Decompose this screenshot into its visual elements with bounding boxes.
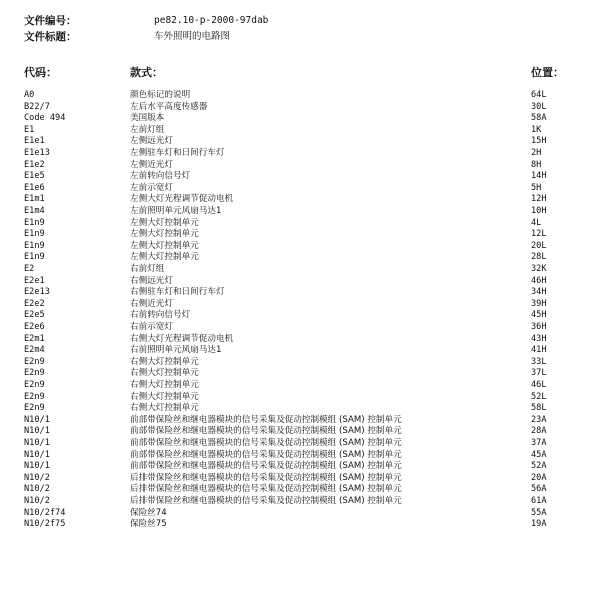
- table-row: [0, 113, 600, 125]
- row-position: 58A: [531, 113, 547, 124]
- table-row: [0, 415, 600, 427]
- row-position: 1K: [531, 124, 542, 135]
- row-position: 64L: [531, 90, 547, 100]
- table-row: [0, 310, 600, 322]
- row-code: E2n9: [24, 391, 45, 402]
- row-position: 12H: [531, 194, 547, 205]
- table-row: [0, 334, 600, 346]
- row-description: 左侧大灯控制单元: [130, 229, 199, 240]
- row-code: N10/1: [24, 449, 50, 460]
- row-code: E1m1: [24, 194, 45, 205]
- row-position: 37A: [531, 438, 547, 448]
- row-description: 左前示宽灯: [130, 182, 173, 193]
- table-row: [0, 160, 600, 172]
- row-position: 20L: [531, 240, 547, 251]
- row-code: E1n9: [24, 217, 45, 228]
- doc-title-label: 文件标题：: [24, 31, 77, 43]
- row-description: 保险丝74: [130, 507, 167, 518]
- doc-number-label: 文件编号：: [24, 15, 77, 27]
- table-row: [0, 380, 600, 392]
- row-position: 39H: [531, 298, 547, 309]
- table-row: [0, 148, 600, 160]
- row-description: 右侧大灯光程调节促动电机: [130, 333, 234, 344]
- table-row: [0, 519, 600, 531]
- row-description: 左侧大灯控制单元: [130, 240, 199, 251]
- row-position: 45A: [531, 449, 547, 460]
- table-row: [0, 125, 600, 137]
- table-row: [0, 345, 600, 357]
- row-description: 左侧大灯控制单元: [130, 252, 199, 263]
- table-row: [0, 206, 600, 218]
- row-code: E2m4: [24, 345, 45, 356]
- row-position: 12L: [531, 229, 547, 240]
- row-description: 右侧大灯控制单元: [130, 391, 199, 402]
- row-code: E1e1: [24, 136, 45, 147]
- row-position: 30L: [531, 101, 547, 112]
- table-row: [0, 218, 600, 230]
- row-position: 46H: [531, 275, 547, 286]
- row-code: N10/1: [24, 414, 50, 425]
- row-description: 颜色标记的说明: [130, 90, 191, 100]
- table-row: [0, 136, 600, 148]
- row-position: 20A: [531, 472, 547, 483]
- row-position: 45H: [531, 310, 547, 321]
- row-description: 右前转向信号灯: [130, 310, 191, 321]
- row-description: 右侧近光灯: [130, 298, 173, 309]
- row-code: E2e1: [24, 275, 45, 286]
- row-code: E1: [24, 124, 35, 135]
- row-description: 左后水平高度传感器: [130, 101, 208, 112]
- row-description: 前部带保险丝和继电器模块的信号采集及促动控制模组 (SAM) 控制单元: [130, 426, 402, 437]
- row-position: 5H: [531, 182, 542, 193]
- row-code: B22/7: [24, 101, 50, 112]
- table-row: [0, 252, 600, 264]
- table-row: [0, 484, 600, 496]
- row-position: 34H: [531, 287, 547, 298]
- component-list: [0, 90, 600, 602]
- row-position: 19A: [531, 519, 547, 530]
- row-description: 保险丝75: [130, 519, 167, 530]
- doc-number-value: pe82.10-p-2000-97dab: [154, 15, 269, 26]
- table-row: [0, 322, 600, 334]
- row-description: 左前灯组: [130, 124, 165, 135]
- row-position: 10H: [531, 206, 547, 216]
- row-code: E2: [24, 264, 35, 274]
- table-row: [0, 392, 600, 404]
- row-code: E1n9: [24, 229, 45, 240]
- table-row: [0, 241, 600, 253]
- table-row: [0, 299, 600, 311]
- row-description: 右侧大灯控制单元: [130, 368, 199, 379]
- row-description: 右侧大灯控制单元: [130, 356, 199, 367]
- row-position: 8H: [531, 159, 542, 170]
- row-code: N10/2: [24, 472, 50, 483]
- table-row: [0, 102, 600, 114]
- table-row: [0, 90, 600, 102]
- table-row: [0, 276, 600, 288]
- row-description: 前部带保险丝和继电器模块的信号采集及促动控制模组 (SAM) 控制单元: [130, 449, 402, 460]
- row-position: 2H: [531, 148, 542, 158]
- table-row: [0, 473, 600, 485]
- table-row: [0, 368, 600, 380]
- row-description: 后排带保险丝和继电器模块的信号采集及促动控制模组 (SAM) 控制单元: [130, 472, 402, 483]
- row-description: 左侧近光灯: [130, 159, 173, 170]
- row-code: E2n9: [24, 380, 45, 390]
- row-code: E2n9: [24, 356, 45, 367]
- table-row: [0, 461, 600, 473]
- row-position: 14H: [531, 171, 547, 182]
- table-row: [0, 229, 600, 241]
- row-code: N10/1: [24, 461, 50, 472]
- row-code: E1e13: [24, 148, 50, 158]
- row-description: 右侧远光灯: [130, 275, 173, 286]
- row-position: 56A: [531, 484, 547, 495]
- table-row: [0, 183, 600, 195]
- row-position: 61A: [531, 496, 547, 506]
- table-row: [0, 194, 600, 206]
- row-position: 41H: [531, 345, 547, 356]
- row-code: E1e6: [24, 182, 45, 193]
- row-code: E1m4: [24, 206, 45, 216]
- table-row: [0, 264, 600, 276]
- row-position: 52A: [531, 461, 547, 472]
- row-code: N10/2: [24, 496, 50, 506]
- row-code: E2n9: [24, 368, 45, 379]
- column-header-position: 位置：: [531, 66, 564, 79]
- row-position: 55A: [531, 507, 547, 518]
- column-header-code: 代码：: [24, 66, 57, 79]
- row-position: 23A: [531, 414, 547, 425]
- row-description: 右前照明单元风扇马达1: [130, 345, 222, 356]
- column-header-desc: 款式：: [130, 66, 163, 79]
- row-description: 右前灯组: [130, 264, 165, 274]
- row-position: 58L: [531, 403, 547, 414]
- row-description: 右前示宽灯: [130, 322, 173, 332]
- row-code: E1n9: [24, 240, 45, 251]
- row-code: N10/2f75: [24, 519, 66, 530]
- row-position: 52L: [531, 391, 547, 402]
- row-description: 左侧大灯光程调节促动电机: [130, 194, 234, 205]
- row-description: 后排带保险丝和继电器模块的信号采集及促动控制模组 (SAM) 控制单元: [130, 484, 402, 495]
- row-code: E1e5: [24, 171, 45, 182]
- row-code: A0: [24, 90, 35, 100]
- table-row: [0, 508, 600, 520]
- table-row: [0, 438, 600, 450]
- table-row: [0, 450, 600, 462]
- row-code: N10/1: [24, 426, 50, 437]
- table-row: [0, 287, 600, 299]
- table-row: [0, 357, 600, 369]
- row-position: 37L: [531, 368, 547, 379]
- row-description: 前部带保险丝和继电器模块的信号采集及促动控制模组 (SAM) 控制单元: [130, 461, 402, 472]
- table-row: [0, 496, 600, 508]
- row-position: 15H: [531, 136, 547, 147]
- row-description: 左前转向信号灯: [130, 171, 191, 182]
- row-description: 左侧大灯控制单元: [130, 217, 199, 228]
- row-code: E2e2: [24, 298, 45, 309]
- row-position: 32K: [531, 264, 547, 274]
- row-position: 28A: [531, 426, 547, 437]
- row-code: N10/2: [24, 484, 50, 495]
- doc-title-value: 车外照明的电路图: [154, 31, 231, 42]
- row-description: 前部带保险丝和继电器模块的信号采集及促动控制模组 (SAM) 控制单元: [130, 438, 402, 448]
- row-code: N10/1: [24, 438, 50, 448]
- row-position: 43H: [531, 333, 547, 344]
- table-row: [0, 426, 600, 438]
- row-description: 左侧远光灯: [130, 136, 173, 147]
- row-description: 前部带保险丝和继电器模块的信号采集及促动控制模组 (SAM) 控制单元: [130, 414, 402, 425]
- row-code: E2m1: [24, 333, 45, 344]
- row-description: 后排带保险丝和继电器模块的信号采集及促动控制模组 (SAM) 控制单元: [130, 496, 402, 506]
- row-description: 右侧大灯控制单元: [130, 403, 199, 414]
- row-code: E2e6: [24, 322, 45, 332]
- row-position: 33L: [531, 356, 547, 367]
- row-position: 4L: [531, 217, 542, 228]
- row-position: 36H: [531, 322, 547, 332]
- row-description: 右侧驻车灯和日间行车灯: [130, 287, 225, 298]
- row-code: E2n9: [24, 403, 45, 414]
- row-code: E2e13: [24, 287, 50, 298]
- table-row: [0, 171, 600, 183]
- row-code: E2e5: [24, 310, 45, 321]
- row-description: 美国版本: [130, 113, 165, 124]
- row-description: 左侧驻车灯和日间行车灯: [130, 148, 225, 158]
- row-position: 28L: [531, 252, 547, 263]
- row-code: Code 494: [24, 113, 66, 124]
- row-position: 46L: [531, 380, 547, 390]
- row-code: E1n9: [24, 252, 45, 263]
- table-row: [0, 403, 600, 415]
- row-description: 左前照明单元风扇马达1: [130, 206, 222, 216]
- row-description: 右侧大灯控制单元: [130, 380, 199, 390]
- row-code: E1e2: [24, 159, 45, 170]
- row-code: N10/2f74: [24, 507, 66, 518]
